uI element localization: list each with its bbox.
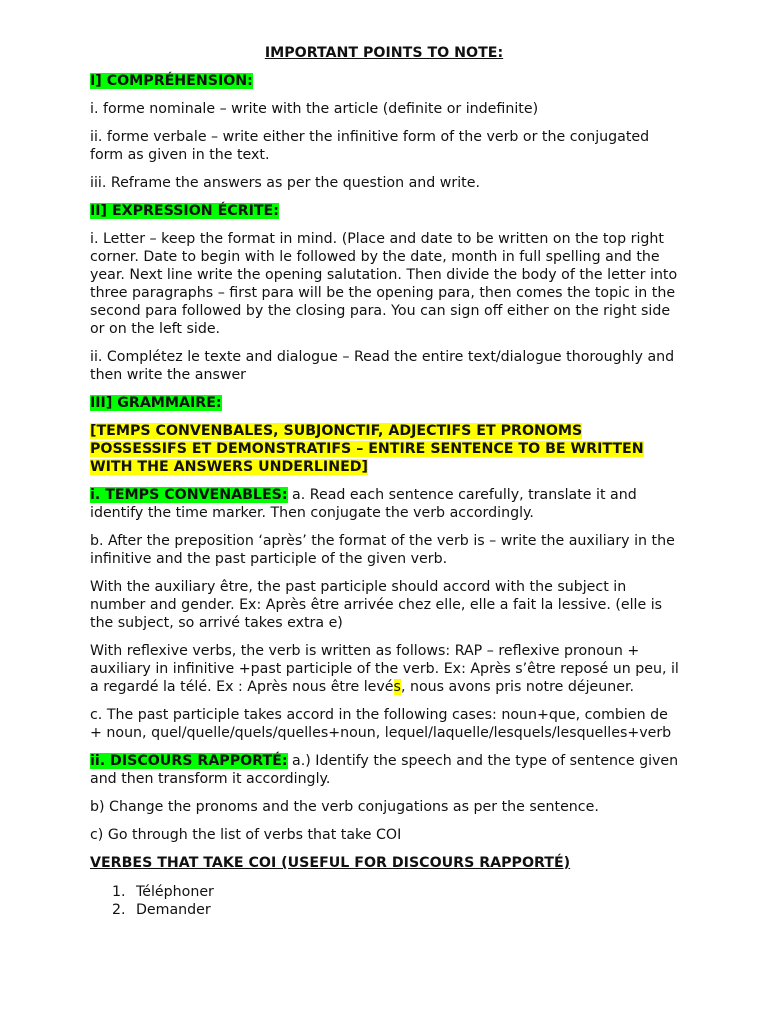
topics-highlight: [TEMPS CONVENBALES, SUBJONCTIF, ADJECTIFS ET PRONOMS POSSESSIFS ET DEMONSTRATIFS – ENTIRE SENTENCE TO BE WRITTEN WITH THE ANSWERS UNDERLINED] (90, 423, 644, 475)
section-heading-grammaire (90, 395, 680, 413)
list-item (112, 884, 214, 902)
heading-highlight: III] GRAMMAIRE: (90, 395, 222, 411)
list-item-label: Demander (136, 902, 211, 918)
paragraph-reframe: iii. Reframe the answers as per the question and write. (90, 175, 480, 191)
page-title: IMPORTANT POINTS TO NOTE: (264, 45, 504, 61)
heading-highlight: I] COMPRÉHENSION: (90, 73, 253, 89)
reflexive-text-end: , nous avons pris notre déjeuner. (400, 678, 635, 695)
paragraph-letter: i. Letter – keep the format in mind. (Place and date to be written on the top right corner. Date to begin with le followed by the date, month in full spelling and the year. Next line write the opening salutation. Then divide the body of the letter into three paragraphs – first para will be the opening para, then comes the topic in the second para followed by the closing para. You can sign off either on the right side or on the left side. (90, 231, 678, 337)
subheading-highlight: i. TEMPS CONVENABLES: (90, 487, 288, 503)
list-item-label: Téléphoner (136, 884, 214, 900)
heading-highlight: II] EXPRESSION ÉCRITE: (90, 203, 279, 219)
paragraph-verbs-list: c) Go through the list of verbs that take COI (90, 827, 402, 843)
list-number: 1. (112, 884, 126, 900)
subheading-highlight: ii. DISCOURS RAPPORTÉ: (90, 753, 288, 769)
highlighted-letter: s (393, 678, 401, 695)
list-item (112, 902, 211, 920)
paragraph-discours-rapporte (90, 753, 680, 789)
discours-text: a.) Identify the speech and the type of sentence given and then transform it accordingly. (90, 753, 679, 787)
paragraph-forme-nominale: i. forme nominale – write with the article (definite or indefinite) (90, 101, 539, 117)
temps-text: a. Read each sentence carefully, translate it and identify the time marker. Then conjugate the verb accordingly. (90, 487, 637, 521)
paragraph-reflexive (90, 643, 680, 697)
paragraph-accord: c. The past participle takes accord in the following cases: noun+que, combien de + noun, quel/quelle/quels/quelles+noun, lequel/laquelle/lesquels/lesquelles+verb (90, 707, 672, 741)
section-heading-comprehension (90, 73, 680, 91)
paragraph-completez: ii. Complétez le texte and dialogue – Read the entire text/dialogue thoroughly and then write the answer (90, 349, 675, 383)
paragraph-apres: b. After the preposition ‘après’ the format of the verb is – write the auxiliary in the infinitive and the past participle of the given verb. (90, 533, 675, 567)
coi-heading: VERBES THAT TAKE COI (USEFUL FOR DISCOURS RAPPORTÉ) (90, 855, 571, 871)
paragraph-pronoms: b) Change the pronoms and the verb conjugations as per the sentence. (90, 799, 599, 815)
paragraph-forme-verbale: ii. forme verbale – write either the infinitive form of the verb or the conjugated form as given in the text. (90, 129, 650, 163)
reflexive-text: With reflexive verbs, the verb is written as follows: RAP – reflexive pronoun + auxiliary in infinitive +past participle of the verb. Ex: Après s’être reposé un peu, il a regardé la télé. Ex : Après nous être levé (90, 643, 679, 695)
grammar-topics-note (90, 423, 680, 477)
list-number: 2. (112, 902, 126, 918)
paragraph-temps-convenables (90, 487, 680, 523)
paragraph-etre: With the auxiliary être, the past participle should accord with the subject in number and gender. Ex: Après être arrivée chez elle, elle a fait la lessive. (elle is the subject, so arrivé takes extra e) (90, 579, 663, 631)
section-heading-expression (90, 203, 680, 221)
